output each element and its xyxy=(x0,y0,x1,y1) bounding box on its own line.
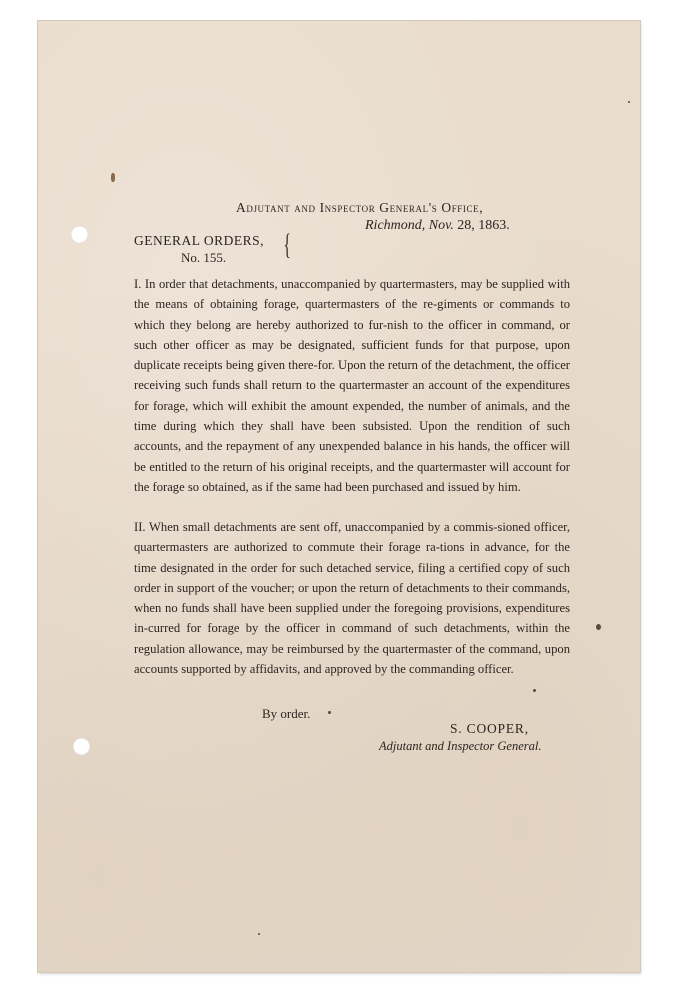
ink-speck xyxy=(328,711,331,714)
ink-speck xyxy=(258,933,260,935)
paragraph-1 xyxy=(134,274,570,497)
paragraph-2-text: II. When small detachments are sent off, unaccompanied by a commis-sioned officer, quartermasters are authorized to commute their forage ra-tions in advance, for the time designated in the order for such detached service, filing a certified copy of such order in support of the voucher; or upon the return of detachments to their commands, when no funds shall have been supplied under the foregoing provisions, expenditures in-curred for forage by the officer in command of such detachments, within the regulation allowance, may be reimbursed by the quartermaster of the command, upon accounts supported by affidavits, and approved by the commanding officer. xyxy=(134,520,570,677)
paragraph-2 xyxy=(134,517,570,679)
signatory-title: Adjutant and Inspector General. xyxy=(379,739,542,753)
ink-speck xyxy=(596,624,601,630)
by-order: By order. xyxy=(262,706,311,721)
date: 28, 1863. xyxy=(457,218,510,233)
office-heading: Adjutant and Inspector General's Office, xyxy=(236,200,484,215)
dateline xyxy=(365,218,565,234)
brace-mark: { xyxy=(283,228,292,261)
punch-hole-top xyxy=(71,226,88,243)
general-orders-number: No. 155. xyxy=(181,250,227,265)
date-month: Nov. xyxy=(428,218,454,233)
ink-speck xyxy=(111,173,115,182)
punch-hole-bottom xyxy=(73,738,90,755)
signatory-name: S. COOPER, xyxy=(450,721,529,736)
paragraph-1-text: I. In order that detachments, unaccompanied by quartermasters, may be supplied with the means of obtaining forage, quartermasters of the re-giments or commands to which they belong are hereby authorized to fur-nish to the officer in command, or such other officer as may be designated, sufficient funds for that purpose, upon duplicate receipts being given there-for. Upon the return of the detachment, the officer receiving such funds shall return to the quartermaster an account of the expenditures for forage, which will exhibit the amount expended, the number of animals, and the time during which they shall have been subsisted. Upon the rendition of such accounts, and the repayment of any unexpended balance in his hands, the officer will be entitled to the return of his original receipts, and the quartermaster will account for the forage so obtained, as if the same had been purchased and issued by him. xyxy=(134,277,570,494)
ink-speck xyxy=(628,101,630,103)
general-orders-title: GENERAL ORDERS, xyxy=(134,233,265,248)
place: Richmond, xyxy=(365,218,426,233)
ink-speck xyxy=(533,689,536,692)
